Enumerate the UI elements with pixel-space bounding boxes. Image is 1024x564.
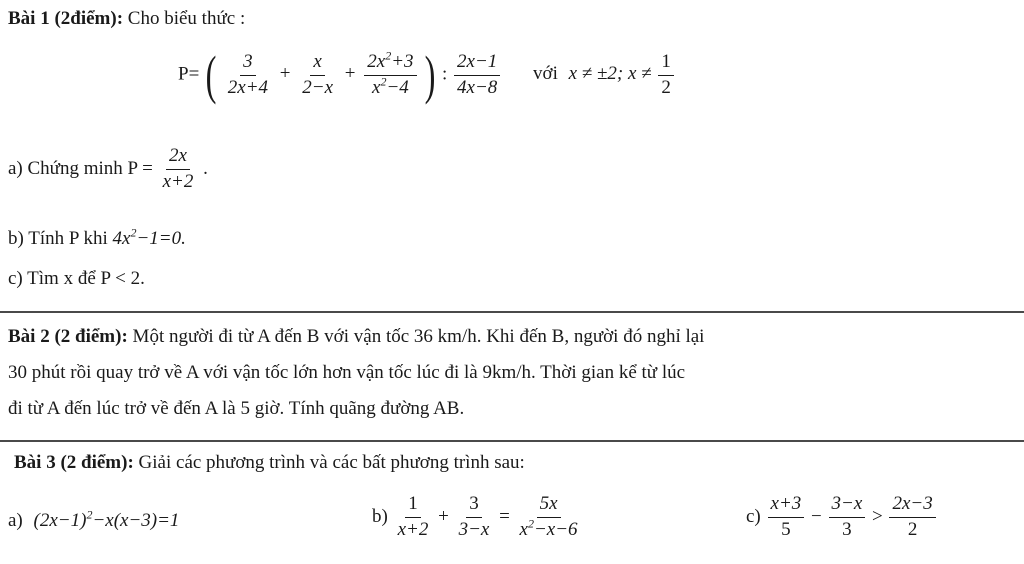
bai1-expression: P= ( $\frac{3}{2x+4}$ + $\frac{x}{2-x}$ + $\frac{2x^2+3}{x^2-4}$ ) : $\frac{2x-1}{4x-8}$ với x ≠ ±2; x ≠ $\frac{1}{2}$ xyxy=(178,48,676,102)
bai2-line-3: đi từ A đến lúc trở về đến A là 5 giờ. Tính quãng đường AB. xyxy=(8,398,465,419)
bai1-title-line xyxy=(8,8,245,30)
condition-word: với xyxy=(533,63,558,85)
fraction-2: $\frac{x}{2-x}$ xyxy=(302,50,334,98)
bai3-part-c: c) $\frac{x+3}{5}$ − $\frac{3-x}{3}$ > $\frac{2x-3}{2}$ xyxy=(746,494,938,541)
divider-2 xyxy=(0,440,1024,442)
bai2-heading: Bài 2 (2 điểm): xyxy=(8,326,128,347)
bai3-part-b: b) $\frac{1}{x+2}$ + $\frac{3}{3-x}$ = $\frac{5x}{x^2-x-6}$ xyxy=(372,494,583,541)
bai1-heading: Bài 1 (2điểm): xyxy=(8,8,124,29)
c-fraction-3: $\frac{2x-3}{2}$ xyxy=(889,494,935,541)
bai1-part-b: b) Tính P khi $4x^2-1=0$. xyxy=(8,225,186,249)
close-paren: ) xyxy=(424,45,436,105)
bai3-title-line: Bài 3 (2 điểm): Giải các phương trình và các bất phương trình sau: xyxy=(14,452,525,473)
bai3-heading: Bài 3 (2 điểm): xyxy=(14,452,134,473)
bai2-line-1: Bài 2 (2 điểm): Một người đi từ A đến B với vận tốc 36 km/h. Khi đến B, người đó nghỉ lại xyxy=(8,326,705,347)
fraction-4: $\frac{2x-1}{4x-8}$ xyxy=(454,52,500,99)
c-fraction-2: $\frac{3-x}{3}$ xyxy=(829,494,866,541)
c-fraction-1: $\frac{x+3}{5}$ xyxy=(768,494,805,541)
bai1-part-c: c) Tìm x để P < 2. xyxy=(8,268,145,289)
part-a-fraction: $\frac{2x}{x+2}$ xyxy=(162,145,194,192)
expr-colon: : xyxy=(442,63,448,85)
bai3-part-a: a) $(2x-1)^2-x(x-3)=1$ xyxy=(8,507,180,531)
bai2-line-2: 30 phút rồi quay trở về A với vận tốc lớn hơn vận tốc lúc đi là 9km/h. Thời gian kể từ lúc xyxy=(8,362,686,383)
condition-fraction: $\frac{1}{2}$ xyxy=(658,52,674,99)
fraction-3: $\frac{2x^2+3}{x^2-4}$ xyxy=(364,52,416,99)
bai1-intro: Cho biểu thức : xyxy=(127,8,246,29)
condition-expr: x ≠ ±2; x ≠ xyxy=(568,63,652,85)
b-fraction-3: $\frac{5x}{x^2-x-6}$ xyxy=(519,493,578,540)
open-paren: ( xyxy=(205,45,217,105)
b-fraction-1: $\frac{1}{x+2}$ xyxy=(397,493,429,540)
fraction-1: $\frac{3}{2x+4}$ xyxy=(227,50,269,98)
expr-lhs: P= xyxy=(178,63,200,85)
divider-1 xyxy=(0,311,1024,313)
bai1-part-a: a) Chứng minh P = $\frac{2x}{x+2}$ . xyxy=(8,145,208,192)
b-fraction-2: $\frac{3}{3-x}$ xyxy=(458,493,490,540)
